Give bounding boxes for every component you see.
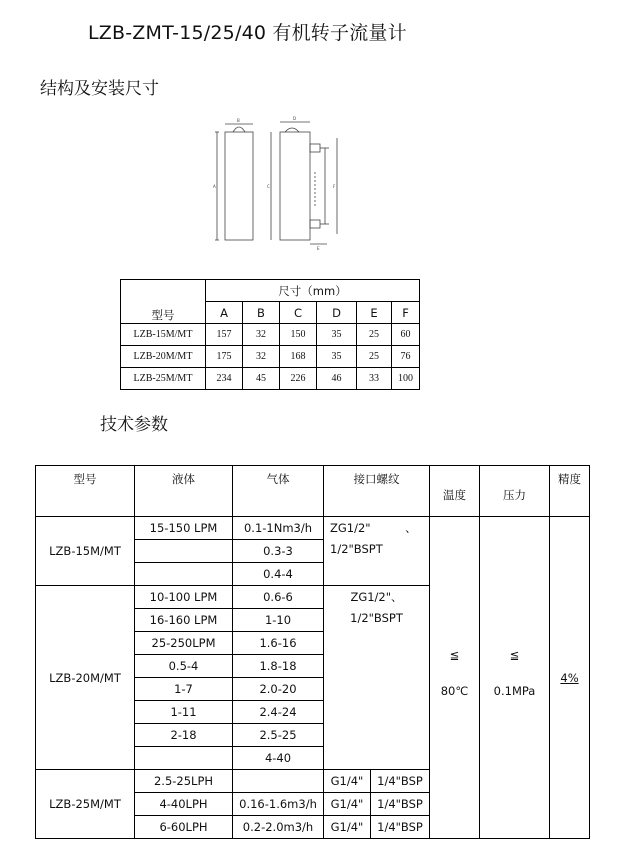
- gas-cell: 0.6-6: [233, 586, 324, 609]
- dim-cell: 168: [280, 346, 317, 368]
- liquid-cell: [135, 747, 233, 770]
- table-row: [121, 368, 420, 390]
- tech-header-liquid: 液体: [135, 466, 233, 517]
- dim-cell: 150: [280, 324, 317, 346]
- thread-line: ZG1/2" 、: [330, 521, 417, 535]
- temperature-cell: [430, 517, 480, 839]
- thread-cell: 1/4"BSP: [371, 793, 430, 816]
- liquid-cell: 15-150 LPM: [135, 517, 233, 540]
- front-view-body: [225, 132, 253, 240]
- liquid-cell: 6-60LPH: [135, 816, 233, 839]
- thread-line: 1/2"BSPT: [330, 542, 383, 556]
- liquid-cell: 1-7: [135, 678, 233, 701]
- thread-cell-20: [324, 586, 430, 770]
- drawing-label-b: B: [237, 118, 240, 123]
- dim-col-c: C: [280, 302, 317, 324]
- liquid-cell: [135, 540, 233, 563]
- gas-cell: 0.1-1Nm3/h: [233, 517, 324, 540]
- liquid-cell: 16-160 LPM: [135, 609, 233, 632]
- page-title: LZB-ZMT-15/25/40 有机转子流量计: [88, 22, 407, 44]
- dim-col-e: E: [357, 302, 392, 324]
- drawing-label-f: F: [333, 184, 336, 189]
- thread-line: 1/2"BSPT: [350, 611, 403, 625]
- thread-cell: 1/4"BSP: [371, 770, 430, 793]
- thread-cell: G1/4": [324, 816, 371, 839]
- drawing-label-e: E: [317, 246, 320, 251]
- liquid-cell: 0.5-4: [135, 655, 233, 678]
- dim-cell: 33: [357, 368, 392, 390]
- tech-model-20: LZB-20M/MT: [36, 586, 135, 770]
- dim-model: LZB-15M/MT: [121, 324, 206, 346]
- tech-header-accuracy: 精度: [550, 466, 590, 517]
- gas-cell: [233, 770, 324, 793]
- gas-cell: 1.6-16: [233, 632, 324, 655]
- dim-cell: 175: [206, 346, 243, 368]
- tech-model-25: LZB-25M/MT: [36, 770, 135, 839]
- tech-header-temperature: 温度: [430, 466, 480, 517]
- dim-model: LZB-25M/MT: [121, 368, 206, 390]
- temperature-symbol: ≦: [449, 647, 460, 662]
- thread-cell: G1/4": [324, 770, 371, 793]
- table-row: [36, 517, 590, 540]
- gas-cell: 0.3-3: [233, 540, 324, 563]
- dim-cell: 35: [317, 324, 357, 346]
- dim-cell: 35: [317, 346, 357, 368]
- gas-cell: 1-10: [233, 609, 324, 632]
- dim-cell: 25: [357, 324, 392, 346]
- pressure-cell: [480, 517, 550, 839]
- dim-cell: 226: [280, 368, 317, 390]
- dim-col-b: B: [243, 302, 280, 324]
- tech-header-model: 型号: [36, 466, 135, 517]
- section-heading-tech: 技术参数: [100, 415, 168, 435]
- accuracy-cell: [550, 517, 590, 839]
- drawing-label-a: A: [213, 184, 216, 189]
- dim-header-size: 尺寸（mm）: [206, 280, 420, 302]
- dim-cell: 234: [206, 368, 243, 390]
- dim-header-model: 型号: [121, 280, 206, 324]
- dim-cell: 76: [392, 346, 420, 368]
- dim-cell: 60: [392, 324, 420, 346]
- liquid-cell: 4-40LPH: [135, 793, 233, 816]
- front-view-cap: [233, 127, 245, 132]
- gas-cell: 2.0-20: [233, 678, 324, 701]
- pressure-symbol: ≦: [509, 647, 520, 662]
- liquid-cell: 10-100 LPM: [135, 586, 233, 609]
- gas-cell: 2.4-24: [233, 701, 324, 724]
- thread-line: ZG1/2"、: [350, 590, 403, 604]
- dim-col-a: A: [206, 302, 243, 324]
- dim-cell: 100: [392, 368, 420, 390]
- table-row: [121, 324, 420, 346]
- dim-cell: 32: [243, 346, 280, 368]
- dim-model: LZB-20M/MT: [121, 346, 206, 368]
- gas-cell: 2.5-25: [233, 724, 324, 747]
- dim-col-d: D: [317, 302, 357, 324]
- gas-cell: 4-40: [233, 747, 324, 770]
- dim-cell: 46: [317, 368, 357, 390]
- dim-col-f: F: [392, 302, 420, 324]
- tech-header-gas: 气体: [233, 466, 324, 517]
- dim-cell: 157: [206, 324, 243, 346]
- temperature-value: 80℃: [440, 683, 469, 698]
- pressure-value: 0.1MPa: [493, 683, 536, 698]
- drawing-label-d: D: [293, 116, 297, 121]
- side-view-body: [280, 132, 310, 240]
- gas-cell: 0.4-4: [233, 563, 324, 586]
- tech-header-pressure: 压力: [480, 466, 550, 517]
- accuracy-value: 4%: [560, 670, 579, 685]
- tech-header-thread: 接口螺纹: [324, 466, 430, 517]
- liquid-cell: 2.5-25LPH: [135, 770, 233, 793]
- liquid-cell: 2-18: [135, 724, 233, 747]
- dimension-drawing: [205, 112, 345, 252]
- liquid-cell: [135, 563, 233, 586]
- dimension-table: [120, 279, 420, 390]
- section-heading-structure: 结构及安装尺寸: [40, 79, 159, 99]
- tech-model-15: LZB-15M/MT: [36, 517, 135, 586]
- tech-spec-table: [35, 465, 590, 839]
- gas-cell: 0.16-1.6m3/h: [233, 793, 324, 816]
- table-row: [121, 346, 420, 368]
- gas-cell: 1.8-18: [233, 655, 324, 678]
- dim-cell: 25: [357, 346, 392, 368]
- gas-cell: 0.2-2.0m3/h: [233, 816, 324, 839]
- liquid-cell: 25-250LPM: [135, 632, 233, 655]
- thread-cell-15: [324, 517, 430, 586]
- thread-cell: G1/4": [324, 793, 371, 816]
- thread-cell: 1/4"BSP: [371, 816, 430, 839]
- dim-cell: 32: [243, 324, 280, 346]
- dim-cell: 45: [243, 368, 280, 390]
- drawing-label-c: C: [267, 184, 270, 189]
- liquid-cell: 1-11: [135, 701, 233, 724]
